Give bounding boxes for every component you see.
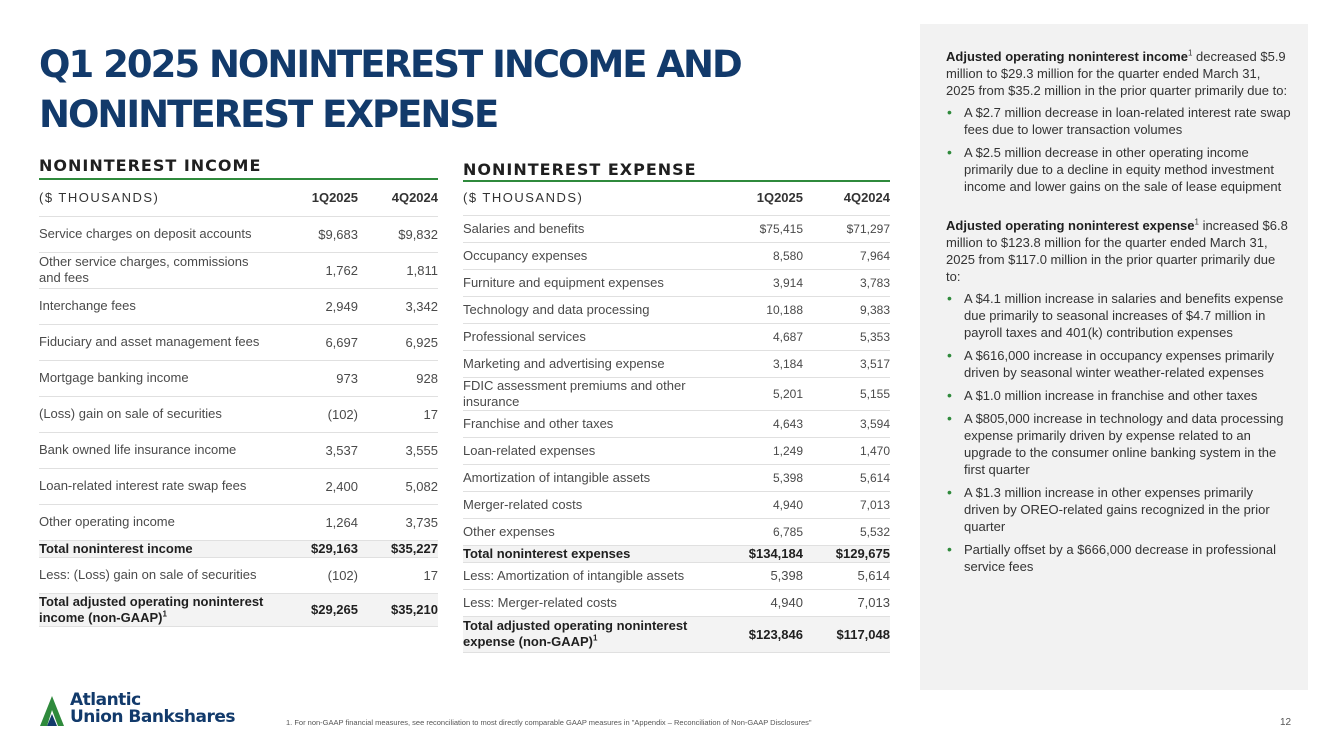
- bullet-item: • A $4.1 million increase in salaries and benefits expense due primarily to seasonal increases of $4.7 million in payroll taxes and 401(k) contribution expenses: [946, 290, 1291, 341]
- value-1q2025: 1,264: [280, 504, 358, 540]
- value-1q2025: 4,687: [720, 323, 803, 350]
- page-number: 12: [1280, 717, 1292, 728]
- value-1q2025: 2,949: [280, 288, 358, 324]
- value-4q2024: 928: [358, 360, 438, 396]
- value-1q2025: $123,846: [720, 616, 803, 652]
- value-1q2025: 5,398: [720, 464, 803, 491]
- row-label-text: Loan-related interest rate swap fees: [39, 478, 247, 493]
- row-label-text: Amortization of intangible assets: [463, 469, 651, 485]
- table-row: [39, 252, 438, 288]
- value-4q2024: 7,013: [803, 589, 890, 616]
- table-row: [463, 350, 890, 377]
- value-4q2024: 1,811: [358, 252, 438, 288]
- row-label-text: Service charges on deposit accounts: [39, 226, 252, 241]
- value-4q2024: 3,555: [358, 432, 438, 468]
- table-row: [463, 242, 890, 269]
- row-label: [463, 215, 720, 242]
- value-4q2024: 5,155: [803, 377, 890, 410]
- table-row: [463, 562, 890, 589]
- value-1q2025: 3,537: [280, 432, 358, 468]
- row-label: [463, 464, 720, 491]
- value-1q2025: 1,762: [280, 252, 358, 288]
- value-4q2024: $9,832: [358, 216, 438, 252]
- value-4q2024: 17: [358, 396, 438, 432]
- income-heading: NONINTEREST INCOME: [39, 156, 262, 175]
- value-1q2025: 3,184: [720, 350, 803, 377]
- column-header-label: ($ THOUSANDS): [39, 180, 280, 216]
- row-label: [39, 396, 280, 432]
- row-label-text: Professional services: [463, 328, 586, 344]
- bullet-item: • Partially offset by a $666,000 decrease in professional service fees: [946, 541, 1291, 575]
- value-4q2024: 5,614: [803, 464, 890, 491]
- value-4q2024: $35,210: [358, 593, 438, 626]
- expense-bullet-list: [946, 290, 1291, 575]
- table-row: [39, 324, 438, 360]
- total-row: [39, 540, 438, 557]
- value-1q2025: (102): [280, 396, 358, 432]
- row-label-text: Interchange fees: [39, 298, 136, 313]
- bullet-item: • A $1.3 million increase in other expenses primarily driven by OREO-related gains recognized in the prior quarter: [946, 484, 1291, 535]
- row-label: [39, 504, 280, 540]
- row-label-text: Salaries and benefits: [463, 220, 585, 236]
- row-label: [463, 562, 720, 589]
- row-label: [463, 242, 720, 269]
- row-label: [463, 491, 720, 518]
- column-header-label: ($ THOUSANDS): [463, 181, 720, 215]
- value-1q2025: $9,683: [280, 216, 358, 252]
- value-4q2024: $71,297: [803, 215, 890, 242]
- row-label: [39, 468, 280, 504]
- footnote: 1. For non-GAAP financial measures, see reconciliation to most directly comparable GAAP measures in "Appendix – Reconciliation of Non-GAAP Disclosures": [286, 718, 812, 727]
- row-label: [39, 252, 280, 288]
- row-label: [39, 216, 280, 252]
- page-title: Q1 2025 NONINTEREST INCOME AND NONINTEREST EXPENSE: [39, 43, 741, 136]
- row-label-text: Total adjusted operating noninterest income (non-GAAP): [39, 593, 264, 625]
- bullet-item: • A $805,000 increase in technology and data processing expense primarily driven by expense related to an upgrade to the consumer online banking system in the first quarter: [946, 410, 1291, 478]
- logo-line-1: Atlantic: [70, 690, 141, 710]
- row-label-text: Furniture and equipment expenses: [463, 274, 664, 290]
- column-header-1q2025: 1Q2025: [280, 180, 358, 216]
- column-header-1q2025: 1Q2025: [720, 181, 803, 215]
- logo-line-2: Union Bankshares: [70, 707, 235, 727]
- row-label: [39, 288, 280, 324]
- footnote-marker: 1: [593, 633, 598, 643]
- bullet-item: • A $1.0 million increase in franchise and other taxes: [946, 387, 1291, 404]
- value-4q2024: 3,783: [803, 269, 890, 296]
- row-label-text: Less: Amortization of intangible assets: [463, 567, 685, 583]
- table-row: [39, 288, 438, 324]
- row-label-text: Total noninterest income: [39, 540, 193, 556]
- value-4q2024: 5,353: [803, 323, 890, 350]
- total-row: [39, 593, 438, 626]
- row-label-text: Occupancy expenses: [463, 247, 588, 263]
- value-4q2024: 6,925: [358, 324, 438, 360]
- value-4q2024: $35,227: [358, 540, 438, 557]
- row-label-text: Total noninterest expenses: [463, 545, 631, 561]
- value-1q2025: 3,914: [720, 269, 803, 296]
- value-4q2024: 3,517: [803, 350, 890, 377]
- value-4q2024: $129,675: [803, 545, 890, 562]
- bullet-item: • A $616,000 increase in occupancy expenses primarily driven by seasonal winter weather-related expenses: [946, 347, 1291, 381]
- value-4q2024: $117,048: [803, 616, 890, 652]
- value-1q2025: $29,265: [280, 593, 358, 626]
- row-label: [463, 589, 720, 616]
- row-label: [463, 437, 720, 464]
- income-table: [39, 180, 438, 627]
- total-row: [463, 545, 890, 562]
- value-4q2024: 3,342: [358, 288, 438, 324]
- value-4q2024: 7,013: [803, 491, 890, 518]
- row-label: [39, 324, 280, 360]
- value-4q2024: 17: [358, 557, 438, 593]
- expense-summary: [946, 217, 1291, 285]
- expense-summary-bold: Adjusted operating noninterest expense: [946, 218, 1195, 233]
- row-label: [463, 296, 720, 323]
- value-4q2024: 5,614: [803, 562, 890, 589]
- row-label-text: Loan-related expenses: [463, 442, 596, 458]
- value-4q2024: 3,735: [358, 504, 438, 540]
- income-summary: [946, 48, 1291, 99]
- table-row: [39, 468, 438, 504]
- value-4q2024: 9,383: [803, 296, 890, 323]
- value-1q2025: 5,201: [720, 377, 803, 410]
- value-1q2025: $134,184: [720, 545, 803, 562]
- row-label: [39, 557, 280, 593]
- row-label: [463, 545, 720, 562]
- row-label: [39, 432, 280, 468]
- expense-summary-text: increased $6.8 million to $123.8 million for the quarter ended March 31, 2025 from $117.0 million in the prior quarter primarily due to:: [946, 218, 1288, 284]
- row-label-text: Other operating income: [39, 514, 175, 529]
- value-1q2025: 4,940: [720, 491, 803, 518]
- table-row: [463, 269, 890, 296]
- row-label: [463, 323, 720, 350]
- income-summary-bold: Adjusted operating noninterest income: [946, 49, 1188, 64]
- table-row: [463, 296, 890, 323]
- value-4q2024: 1,470: [803, 437, 890, 464]
- row-label-text: Other service charges, commissions and fees: [39, 254, 249, 285]
- column-header-4q2024: 4Q2024: [358, 180, 438, 216]
- table-row: [463, 377, 890, 410]
- row-label-text: Technology and data processing: [463, 301, 650, 317]
- value-4q2024: 7,964: [803, 242, 890, 269]
- footnote-marker: 1: [1187, 48, 1193, 58]
- row-label-text: Marketing and advertising expense: [463, 355, 665, 371]
- table-row: [463, 437, 890, 464]
- row-label: [463, 350, 720, 377]
- value-1q2025: 1,249: [720, 437, 803, 464]
- value-1q2025: 4,643: [720, 410, 803, 437]
- row-label: [463, 518, 720, 545]
- commentary-content: [946, 48, 1291, 581]
- value-1q2025: 2,400: [280, 468, 358, 504]
- row-label-text: Franchise and other taxes: [463, 415, 614, 431]
- row-label: [463, 377, 720, 410]
- column-header-4q2024: 4Q2024: [803, 181, 890, 215]
- value-1q2025: 10,188: [720, 296, 803, 323]
- row-label-text: Bank owned life insurance income: [39, 442, 237, 457]
- value-1q2025: 973: [280, 360, 358, 396]
- value-4q2024: 5,532: [803, 518, 890, 545]
- income-bullet-list: [946, 104, 1291, 195]
- value-1q2025: 8,580: [720, 242, 803, 269]
- table-row: [39, 396, 438, 432]
- bullet-item: • A $2.5 million decrease in other operating income primarily due to a decline in equity method investment income and lower gains on the sale of lease equipment: [946, 144, 1291, 195]
- row-label-text: Other expenses: [463, 523, 555, 539]
- value-1q2025: 5,398: [720, 562, 803, 589]
- footnote-marker: 1: [162, 609, 167, 619]
- table-row: [39, 432, 438, 468]
- row-label-text: FDIC assessment premiums and other insurance: [463, 377, 686, 409]
- value-4q2024: 3,594: [803, 410, 890, 437]
- table-row: [463, 518, 890, 545]
- row-label-text: Less: Merger-related costs: [463, 594, 617, 610]
- row-label: [39, 593, 280, 626]
- row-label-text: Total adjusted operating noninterest expense (non-GAAP): [463, 618, 688, 649]
- row-label: [463, 269, 720, 296]
- row-label: [39, 540, 280, 557]
- row-label: [463, 410, 720, 437]
- value-1q2025: 6,785: [720, 518, 803, 545]
- row-label-text: Merger-related costs: [463, 496, 583, 512]
- logo-wordmark: [70, 692, 235, 726]
- value-1q2025: (102): [280, 557, 358, 593]
- table-row: [463, 215, 890, 242]
- value-1q2025: 6,697: [280, 324, 358, 360]
- row-label: [463, 616, 720, 652]
- table-row: [463, 410, 890, 437]
- income-summary-text: decreased $5.9 million to $29.3 million for the quarter ended March 31, 2025 from $35.2 million in the prior quarter primarily due to:: [946, 49, 1288, 98]
- table-header-row: [463, 181, 890, 215]
- table-row: [463, 491, 890, 518]
- table-row: [39, 360, 438, 396]
- row-label-text: Fiduciary and asset management fees: [39, 334, 260, 349]
- footnote-marker: 1: [1194, 217, 1199, 227]
- table-header-row: [39, 180, 438, 216]
- table-row: [39, 504, 438, 540]
- value-1q2025: $75,415: [720, 215, 803, 242]
- expense-table: [463, 181, 890, 653]
- row-label: [39, 360, 280, 396]
- table-row: [463, 589, 890, 616]
- row-label-text: (Loss) gain on sale of securities: [39, 406, 222, 421]
- table-row: [39, 216, 438, 252]
- value-1q2025: $29,163: [280, 540, 358, 557]
- row-label-text: Less: (Loss) gain on sale of securities: [39, 567, 257, 582]
- table-row: [463, 464, 890, 491]
- expense-heading: NONINTEREST EXPENSE: [463, 160, 697, 179]
- bullet-item: • A $2.7 million decrease in loan-related interest rate swap fees due to lower transaction volumes: [946, 104, 1291, 138]
- row-label-text: Mortgage banking income: [39, 370, 189, 385]
- value-1q2025: 4,940: [720, 589, 803, 616]
- total-row: [463, 616, 890, 652]
- value-4q2024: 5,082: [358, 468, 438, 504]
- table-row: [39, 557, 438, 593]
- table-row: [463, 323, 890, 350]
